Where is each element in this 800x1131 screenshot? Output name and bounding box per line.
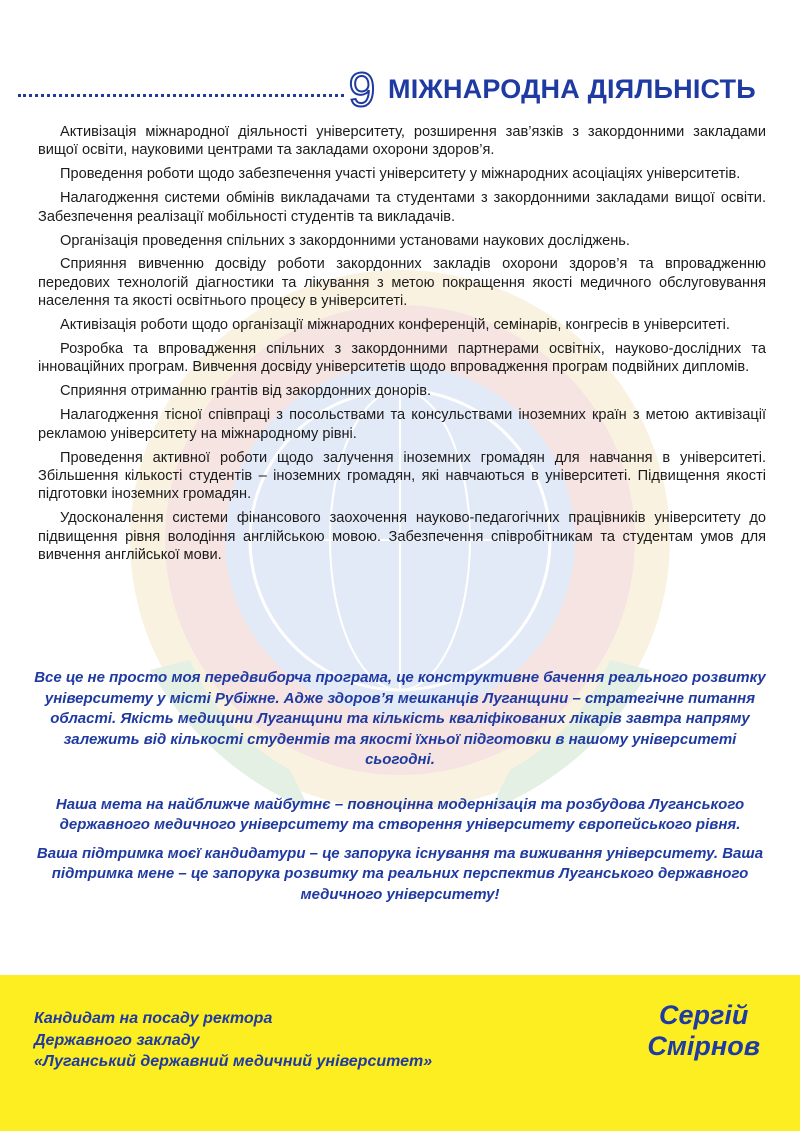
paragraph: Налагодження тісної співпраці з посольствами та консульствами іноземних країн з метою активізації рекламою університету на міжнародному рівні. [38,407,766,442]
paragraph: Сприяння отриманню грантів від закордонних донорів. [60,383,432,400]
candidate-position-line: «Луганський державний медичний університет» [34,1053,433,1070]
candidate-name [647,1000,760,1062]
paragraph: Активізація роботи щодо організації міжнародних конференцій, семінарів, конгресів в університеті. [60,317,730,334]
candidate-first-name: Сергій [659,1000,749,1030]
dotted-leader-line [18,94,344,97]
paragraph: Сприяння вивченню досвіду роботи закордонних закладів охорони здоров’я та впровадженню передових технологій діагностики та лікування з метою покращення якості медичного обслуговування населення та якості освітнього процесу в університеті. [38,256,766,310]
section-header [0,62,800,122]
section-number: 9 [348,64,376,117]
section-body [38,123,766,570]
closing-statement [30,668,770,929]
candidate-footer [0,975,800,1131]
section-title: МІЖНАРОДНА ДІЯЛЬНІСТЬ [388,74,756,104]
paragraph: Активізація міжнародної діяльності університету, розширення зав’язків з закордонними закладами вищої освіти, науковими центрами та закладами охорони здоров’я. [38,124,766,159]
candidate-last-name: Смірнов [647,1031,760,1061]
closing-paragraph: Ваша підтримка моєї кандидатури – це запорука існування та виживання університету. Ваша підтримка мене – це запорука розвитку та реальних перспектив Луганського державного медичного університету! [36,844,764,903]
candidate-position-line: Державного закладу [34,1031,200,1049]
closing-paragraph: Наша мета на найближче майбутнє – повноцінна модернізація та розбудова Луганського державного медичного університету та створення університету європейського рівня. [55,795,745,833]
candidate-position-line: Кандидат на посаду ректора [34,1010,273,1027]
candidate-position [34,1008,432,1073]
paragraph: Удосконалення системи фінансового заохочення науково-педагогічних працівників університету до підвищення рівня володіння англійською мовою. Забезпечення співробітникам та студентам умов для вивчення англійської мови. [38,510,766,564]
paragraph: Розробка та впровадження спільних з закордонними партнерами освітніх, науково-дослідних та інноваційних програм. Вивчення досвіду університетів щодо впровадження програм подвійних дипломів. [38,341,766,376]
paragraph: Проведення роботи щодо забезпечення участі університету у міжнародних асоціаціях університетів. [60,166,741,183]
paragraph: Організація проведення спільних з закордонними установами наукових досліджень. [60,232,630,249]
paragraph: Проведення активної роботи щодо залучення іноземних громадян для навчання в університеті. Збільшення кількості студентів – іноземних громадян, які навчаються в університеті. Підвищення якості підготовки іноземних громадян. [38,449,766,503]
paragraph: Налагодження системи обмінів викладачами та студентами з закордонними закладами вищої освіти. Забезпечення реалізації мобільності студентів та викладачів. [38,190,766,225]
closing-paragraph: Все це не просто моя передвиборча програма, це конструктивне бачення реального розвитку університету у місті Рубіжне. Адже здоров’я мешканців Луганщини – стратегічне питання області. Якість медицини Луганщини та кількість кваліфікованих лікарів завтра напряму залежить від кількості студентів та якості їхньої підготовки в нашому університеті сьогодні. [34,669,766,768]
